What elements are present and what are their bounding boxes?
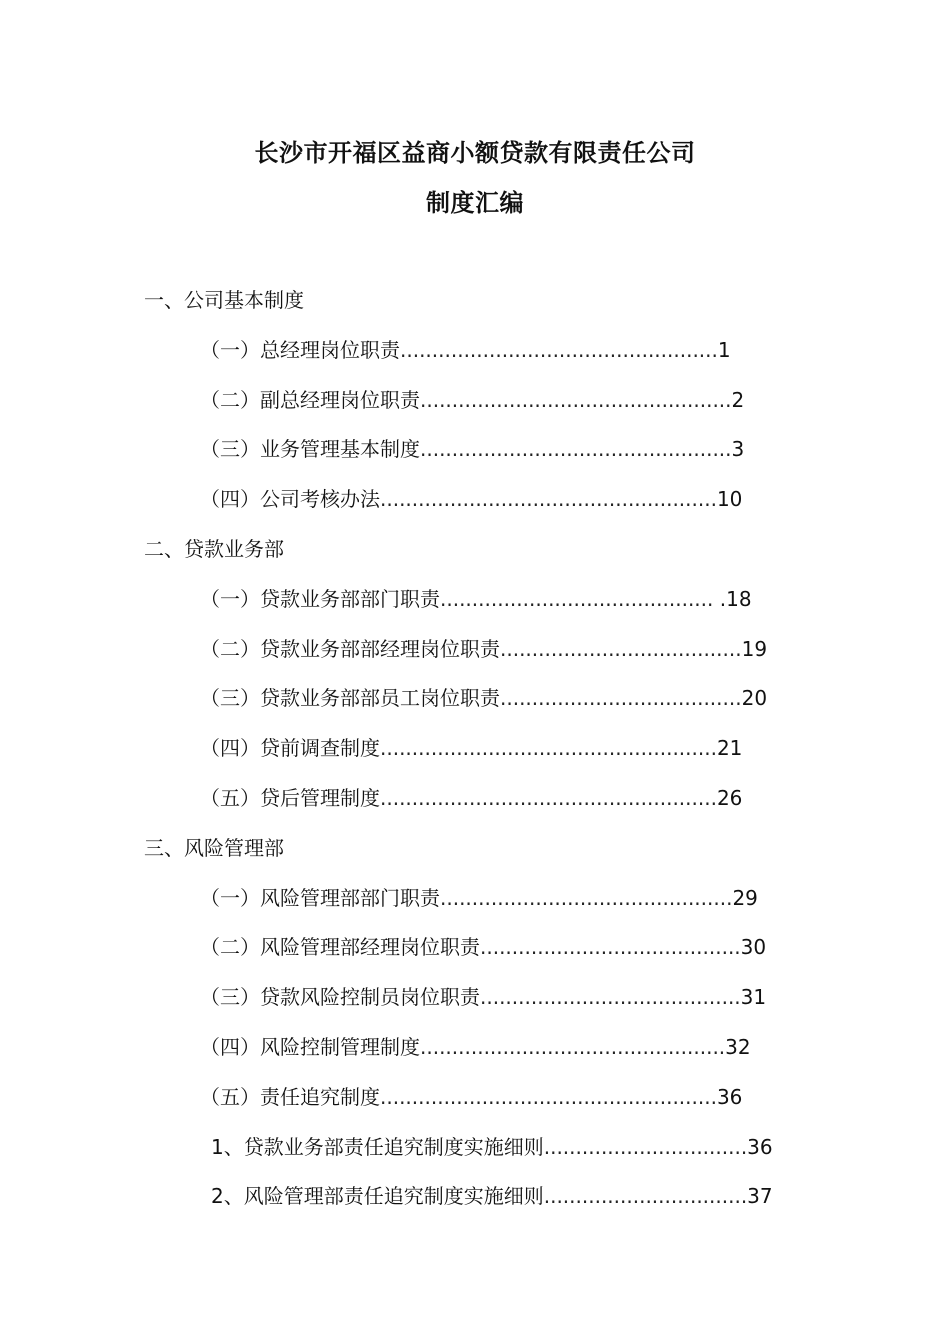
toc-entry-label: （三）贷款业务部部员工岗位职责: [200, 686, 500, 710]
toc-entry[interactable]: [200, 933, 766, 961]
toc-entry[interactable]: [200, 684, 770, 712]
toc-entry[interactable]: [200, 635, 770, 663]
toc-entry-label: （二）风险管理部经理岗位职责: [200, 935, 480, 959]
toc-section[interactable]: [144, 535, 284, 563]
toc-entry-label: （四）公司考核办法: [200, 487, 380, 511]
toc-entry[interactable]: [200, 884, 758, 912]
toc-entry[interactable]: [211, 1182, 777, 1210]
toc-leader-dots: ..............................................: [440, 886, 733, 910]
toc-page-number: 10: [716, 487, 743, 511]
toc-entry-label: （一）风险管理部部门职责: [200, 886, 440, 910]
toc-page-number: 32: [725, 1035, 751, 1059]
toc-entry-label: （三）贷款风险控制员岗位职责: [200, 985, 480, 1009]
toc-leader-dots: .................................................: [420, 437, 732, 461]
toc-entry[interactable]: [200, 1083, 746, 1111]
toc-entry[interactable]: [211, 1133, 777, 1161]
toc-leader-dots: .........................................: [480, 935, 741, 959]
toc-leader-dots: .....................................................: [380, 786, 717, 810]
toc-page-number: 30: [740, 935, 766, 959]
toc-leader-dots: ......................................: [500, 637, 742, 661]
toc-entry[interactable]: [200, 784, 746, 812]
toc-section[interactable]: [144, 286, 304, 314]
toc-page-number: 19: [741, 637, 768, 661]
toc-entry[interactable]: [200, 435, 746, 463]
toc-entry[interactable]: [200, 485, 746, 513]
toc-page-number: 2: [731, 388, 745, 412]
toc-entry-label: 2、风险管理部责任追究制度实施细则: [211, 1184, 544, 1208]
toc-page-number: 20: [741, 686, 768, 710]
toc-entry-label: （四）风险控制管理制度: [200, 1035, 420, 1059]
toc-entry[interactable]: [200, 386, 746, 414]
toc-leader-dots: ......................................: [500, 686, 742, 710]
toc-entry-label: （一）贷款业务部部门职责: [200, 587, 440, 611]
toc-leader-dots: ...........................................: [440, 587, 714, 611]
toc-page-number: 31: [740, 985, 766, 1009]
toc-entry-label: 一、公司基本制度: [144, 288, 304, 312]
toc-leader-dots: ................................: [543, 1184, 748, 1208]
toc-entry-label: （五）贷后管理制度: [200, 786, 380, 810]
toc-leader-dots: .................................................: [420, 388, 732, 412]
toc-page-number: 36: [747, 1135, 773, 1159]
toc-page-number: 37: [747, 1184, 773, 1208]
toc-leader-dots: ................................: [543, 1135, 748, 1159]
toc-page-number: 3: [731, 437, 745, 461]
document-subtitle: 制度汇编: [426, 189, 524, 217]
toc-entry-label: （三）业务管理基本制度: [200, 437, 420, 461]
toc-entry-label: （二）贷款业务部部经理岗位职责: [200, 637, 500, 661]
toc-entry[interactable]: [200, 734, 746, 762]
toc-entry-label: （一）总经理岗位职责: [200, 338, 400, 362]
toc-page-number: 29: [732, 886, 758, 910]
toc-page-number: 21: [716, 736, 743, 760]
toc-entry-label: 二、贷款业务部: [144, 537, 284, 561]
toc-page-number: 1: [717, 338, 731, 362]
toc-page-number: 36: [716, 1085, 743, 1109]
toc-leader-dots: ................................................: [420, 1035, 726, 1059]
toc-entry-label: （四）贷前调查制度: [200, 736, 380, 760]
toc-entry-label: （二）副总经理岗位职责: [200, 388, 420, 412]
toc-entry[interactable]: [200, 1033, 754, 1061]
toc-entry[interactable]: [200, 585, 752, 613]
toc-leader-dots: .....................................................: [380, 487, 717, 511]
document-title: 长沙市开福区益商小额贷款有限责任公司: [254, 139, 696, 167]
toc-leader-dots: .........................................: [480, 985, 741, 1009]
toc-entry-label: 1、贷款业务部责任追究制度实施细则: [211, 1135, 544, 1159]
toc-entry[interactable]: [200, 336, 736, 364]
toc-leader-dots: .....................................................: [380, 736, 717, 760]
toc-entry-label: 三、风险管理部: [144, 836, 284, 860]
toc-section[interactable]: [144, 834, 284, 862]
toc-entry-label: （五）责任追究制度: [200, 1085, 380, 1109]
toc-leader-dots: ..................................................: [400, 338, 718, 362]
toc-entry[interactable]: [200, 983, 766, 1011]
toc-page-number: 26: [716, 786, 743, 810]
toc-page-number: .18: [713, 587, 752, 611]
toc-leader-dots: .....................................................: [380, 1085, 717, 1109]
